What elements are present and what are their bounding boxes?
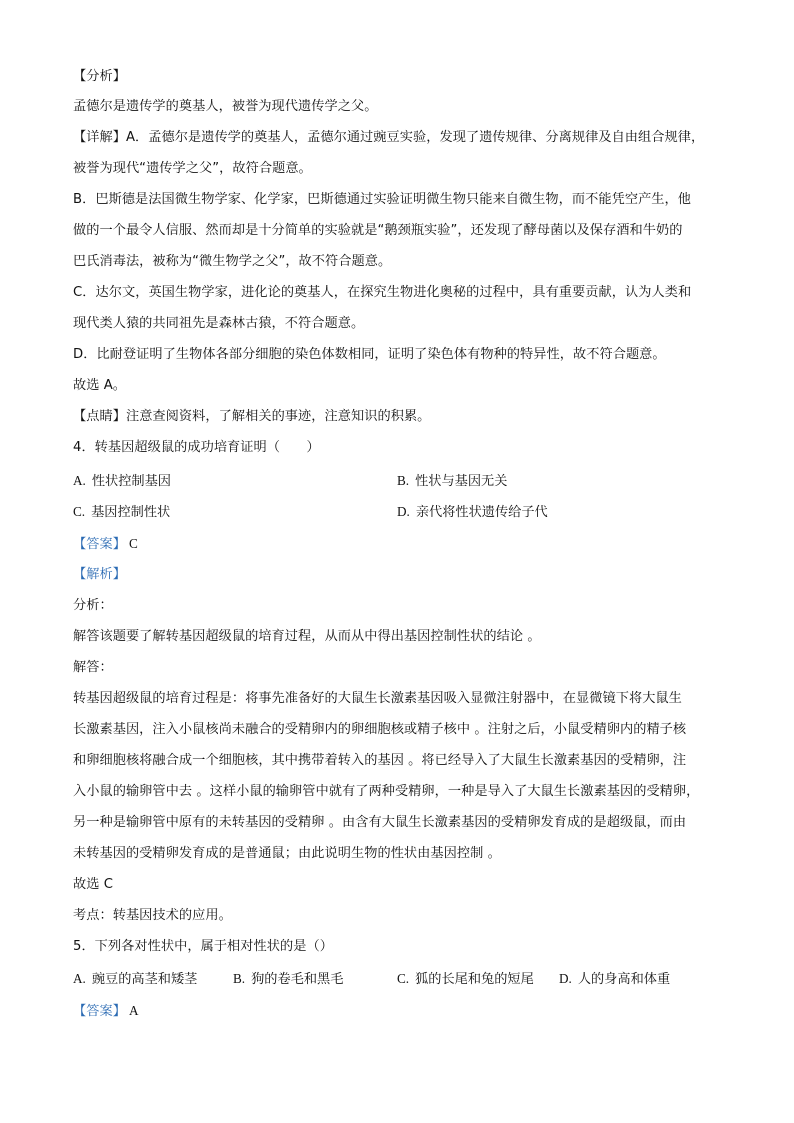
analysis-heading: 【分析】: [73, 69, 126, 84]
q5-option-c: [397, 969, 534, 990]
q5-option-a-letter: A.: [73, 971, 86, 986]
q4-body-line: 未转基因的受精卵发育成的是普通鼠；由此说明生物的性状由基因控制 。: [73, 846, 501, 861]
q4-option-d-text: 亲代将性状遗传给子代: [415, 505, 548, 520]
q4-answer-value: C: [128, 536, 138, 551]
choice-line: 故选 A。: [73, 378, 127, 393]
comment-tag: 【点睛】: [73, 409, 126, 424]
q4-body-line: 转基因超级鼠的培育过程是：将事先准备好的大鼠生长激素基因吸入显微注射器中，在显微镜下将大鼠生: [73, 691, 682, 706]
detail-line-c-cont: 现代类人猿的共同祖先是森林古猿，不符合题意。: [73, 316, 365, 331]
q4-option-a-letter: A.: [73, 473, 86, 488]
q4-choice-line: 故选 C: [73, 877, 113, 892]
detail-line-a: [73, 128, 733, 148]
q5-option-b-text: 狗的卷毛和黑毛: [251, 972, 344, 987]
q5-option-d-text: 人的身高和体重: [577, 972, 671, 987]
q4-option-c-text: 基因控制性状: [91, 505, 171, 520]
detail-line-d: D．比耐登证明了生物体各部分细胞的染色体数相同，证明了染色体有物种的特异性，故不符合题意。: [73, 347, 666, 362]
detail-line-a-cont: 被誉为现代“遗传学之父”，故符合题意。: [73, 161, 312, 176]
detail-line-b-cont1: 做的一个最令人信服、然而却是十分简单的实验就是“鹅颈瓶实验”，还发现了酵母菌以及保存酒和牛奶的: [73, 223, 683, 238]
analysis-text: 孟德尔是遗传学的奠基人，被誉为现代遗传学之父。: [73, 99, 378, 114]
q5-option-b-letter: B.: [233, 971, 246, 986]
q5-option-d-letter: D.: [559, 971, 572, 986]
q4-body-line: 长激素基因，注入小鼠核尚未融合的受精卵内的卵细胞核或精子核中 。注射之后，小鼠受精卵内的精子核: [73, 722, 687, 737]
q4-analysis-heading: [73, 565, 733, 585]
q4-body-line: 和卵细胞核将融合成一个细胞核，其中携带着转入的基因 。将已经导入了大鼠生长激素基因的受精卵，注: [73, 753, 687, 768]
q4-option-c-letter: C.: [73, 504, 86, 519]
q4-body-line: 解答：: [73, 660, 113, 675]
comment-line: [73, 407, 733, 427]
q4-option-d-letter: D.: [397, 504, 410, 519]
q5-answer-value: A: [128, 1003, 139, 1018]
q4-analysis-tag: 【解析】: [73, 567, 126, 582]
question-4-stem: 4．转基因超级鼠的成功培育证明（ ）: [73, 440, 320, 455]
q5-answer-line: [73, 1001, 733, 1022]
q5-option-a: [73, 969, 197, 990]
q5-answer-tag: 【答案】: [73, 1004, 126, 1019]
q5-option-c-letter: C.: [397, 971, 410, 986]
detail-line-b: B．巴斯德是法国微生物学家、化学家，巴斯德通过实验证明微生物只能来自微生物，而不能凭空产生，他: [73, 192, 692, 207]
q4-answer-tag: 【答案】: [73, 537, 126, 552]
q5-option-d: [559, 969, 670, 990]
q4-option-b-text: 性状与基因无关: [415, 474, 508, 489]
q4-option-d: [397, 502, 548, 523]
q4-body-line: 另一种是输卵管中原有的未转基因的受精卵 。由含有大鼠生长激素基因的受精卵发育成的是超级鼠，而由: [73, 815, 687, 830]
question-5-stem: 5．下列各对性状中，属于相对性状的是（）: [73, 939, 333, 954]
q4-option-a-text: 性状控制基因: [91, 474, 171, 489]
q5-option-c-text: 狐的长尾和兔的短尾: [415, 972, 534, 987]
q5-option-a-text: 豌豆的高茎和矮茎: [91, 972, 198, 987]
q4-body-line: 分析：: [73, 598, 113, 613]
q4-body-line: 解答该题要了解转基因超级鼠的培育过程，从而从中得出基因控制性状的结论 。: [73, 629, 541, 644]
q4-option-b-letter: B.: [397, 473, 410, 488]
q4-topic-line: 考点：转基因技术的应用。: [73, 908, 232, 923]
detail-text-a: A．孟德尔是遗传学的奠基人，孟德尔通过豌豆实验，发现了遗传规律、分离规律及自由组合规律，: [125, 130, 705, 145]
comment-text: 注意查阅资料，了解相关的事迹，注意知识的积累。: [125, 409, 431, 424]
q4-option-a: [73, 471, 171, 492]
detail-line-b-cont2: 巴氏消毒法，被称为“微生物学之父”，故不符合题意。: [73, 254, 392, 269]
detail-line-c: C．达尔文，英国生物学家，进化论的奠基人，在探究生物进化奥秘的过程中，具有重要贡献，认为人类和: [73, 285, 692, 300]
q4-body-line: 入小鼠的输卵管中去 。这样小鼠的输卵管中就有了两种受精卵，一种是导入了大鼠生长激素基因的受精卵，: [73, 784, 700, 799]
q4-option-b: [397, 471, 507, 492]
q4-option-c: [73, 502, 170, 523]
q4-answer-line: [73, 534, 733, 555]
q5-option-b: [233, 969, 343, 990]
detail-tag: 【详解】: [73, 130, 126, 145]
